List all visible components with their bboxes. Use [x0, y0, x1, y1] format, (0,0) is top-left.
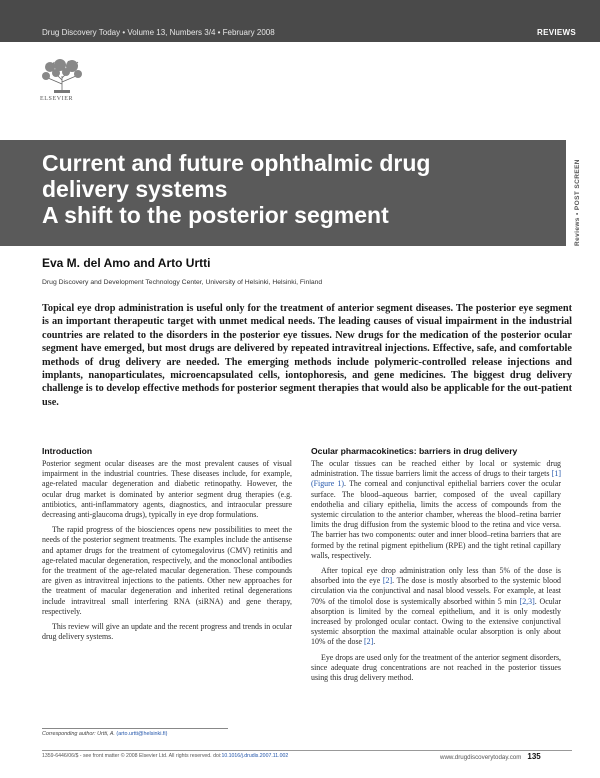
title-line-3: A shift to the posterior segment	[42, 202, 389, 228]
introduction-paragraph-1: Posterior segment ocular diseases are the most prevalent causes of visual impairment in the industrial countries. These diseases include, for example, age-related macular degeneration and diabetic retinopathy. However, the ocular drug market is dominated by anterior segment drug therapies (e.g. antibiotics, anti-inflammatory agents, diagnostics, and intraocular pressure decreasing anti-glaucoma drugs), typically in eye drop formulations.	[42, 459, 292, 520]
issn-text: 1359-6446/06/$ - see front matter © 2008 Elsevier Ltd. All rights reserved. doi:	[42, 753, 222, 759]
pharmacokinetics-paragraph-1	[311, 459, 561, 561]
footnote-label: Corresponding author:	[42, 731, 96, 737]
publisher-logo	[40, 58, 88, 102]
reference-link[interactable]: [2]	[382, 576, 393, 586]
pharmacokinetics-paragraph-3: Eye drops are used only for the treatment of the anterior segment disorders, since adequate drug concentrations are not reached in the posterior tissues using this drug delivery method.	[311, 652, 561, 683]
author-email-link[interactable]: (arto.urtti@helsinki.fi)	[116, 731, 168, 737]
corresponding-author-note	[42, 731, 167, 737]
website-link[interactable]: www.drugdiscoverytoday.com	[440, 754, 522, 761]
author-list: Eva M. del Amo and Arto Urtti	[42, 256, 211, 270]
pharmacokinetics-paragraph-2	[311, 566, 561, 648]
footer-right	[440, 752, 541, 761]
reference-link[interactable]: [2,3]	[519, 596, 535, 606]
text-run: After topical eye drop administration only less than 5% of the dose is absorbed into the eye	[311, 566, 561, 586]
title-line-2: delivery systems	[42, 176, 228, 202]
introduction-paragraph-3: This review will give an update and the recent progress and trends in ocular drug delivery systems.	[42, 622, 292, 642]
section-label: REVIEWS	[537, 28, 576, 37]
title-line-1: Current and future ophthalmic drug	[42, 150, 431, 176]
copyright-line	[42, 753, 288, 759]
side-tab-label: Reviews • POST SCREEN	[574, 159, 581, 246]
reference-link[interactable]: [2]	[364, 637, 374, 647]
text-run: . Ocular absorption is limited by the corneal epithelium, and it is only modestly increased by prolonged ocular contact. Owing to the extensive conjunctival systemic absorption the maximal attainable ocular absorption is only about 10% of the dose	[311, 596, 562, 647]
text-run: The ocular tissues can be reached either by local or systemic drug administration. The tissue barriers limit the access of drugs to their targets	[311, 459, 561, 479]
elsevier-tree-icon	[40, 58, 84, 94]
reference-link[interactable]: [1] (Figure 1)	[311, 469, 561, 489]
publisher-name: ELSEVIER	[40, 96, 74, 102]
footer-divider	[42, 750, 572, 751]
introduction-paragraph-2: The rapid progress of the biosciences opens new possibilities to meet the needs of the posterior segment treatments. The examples include the antisense and aptamer drugs for the treatment of cytomegalovirus (CMV) retinitis and age-related macular degeneration, respectively, and the monoclonal antibodies for the treatment of the age-related macular degeneration. These compounds are given as intravitreal injections to the patients. Other new approaches for the treatment of macular degeneration and inherited retinal degenerations include intravitreal small interfering RNA (siRNA) and gene therapy, respectively.	[42, 525, 292, 616]
footnote-name: Urtti, A.	[95, 731, 117, 737]
article-title	[42, 150, 562, 228]
title-banner	[0, 140, 566, 246]
abstract: Topical eye drop administration is useful only for the treatment of anterior segment diseases. The posterior eye segment is an important therapeutic target with unmet medical needs. The leading causes of visual impairment in the industrial countries are related to the disorders in the posterior eye tissues. New drugs for the medication of the posterior ocular segment have emerged, but most drugs are delivered by repeated intravitreal injections. Effective, safe, and comfortable methods of drug delivery are needed. The emerging methods include polymeric-controlled release injections and implants, nanoparticulates, microencapsulated cells, iontophoresis, and gene medicines. The biggest drug delivery challenge is to develop effective methods for posterior segment therapies that would also be applicable for the out-patient use.	[42, 303, 572, 408]
text-run: . The dose is mostly absorbed to the systemic blood circulation via the conjunctival and nasal blood vessels. For example, at least 70% of the timolol dose is systemically absorbed within 5 min	[311, 576, 561, 606]
text-run: . The corneal and conjunctival epithelial barriers cover the ocular surface. The blood–aqueous barrier, composed of the uveal capillary endothelia and ciliary epithelia, limits the access of compounds from the systemic circulation to the anterior chamber, whereas the blood–retina barrier limits the drug diffusion from the systemic blood to the retina and vice versa. The barrier has two components: outer and inner blood–retina barriers that are formed by the retinal pigment epithelium (RPE) and the tight retinal capillary walls, respectively.	[311, 479, 562, 560]
text-run: .	[373, 637, 376, 647]
page-number: 135	[527, 752, 541, 761]
left-column	[42, 446, 292, 647]
introduction-heading: Introduction	[42, 446, 93, 456]
footnote-divider	[42, 728, 228, 729]
affiliation: Drug Discovery and Development Technology Center, University of Helsinki, Helsinki, Finland	[42, 279, 323, 286]
pharmacokinetics-heading: Ocular pharmacokinetics: barriers in drug delivery	[311, 446, 518, 456]
journal-citation: Drug Discovery Today • Volume 13, Numbers 3/4 • February 2008	[42, 28, 275, 37]
doi-link[interactable]: 10.1016/j.drudis.2007.11.002	[221, 753, 289, 759]
right-column	[311, 446, 561, 688]
